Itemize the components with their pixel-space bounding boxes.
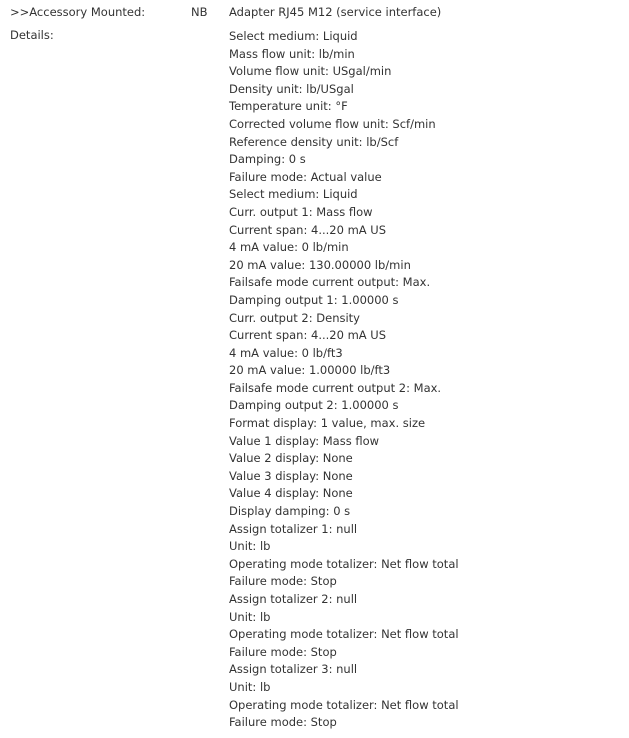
detail-line: Volume flow unit: USgal/min — [229, 64, 392, 79]
detail-line: Curr. output 1: Mass flow — [229, 204, 373, 219]
accessory-value: Adapter RJ45 M12 (service interface) — [229, 5, 442, 19]
detail-line: 4 mA value: 0 lb/min — [229, 240, 349, 255]
accessory-mounted-row — [0, 5, 629, 23]
detail-line: Current span: 4...20 mA US — [229, 222, 387, 237]
detail-line: Damping: 0 s — [229, 152, 306, 167]
accessory-code: NB — [191, 5, 208, 19]
detail-line: Damping output 1: 1.00000 s — [229, 292, 399, 307]
detail-line: Operating mode totalizer: Net flow total — [229, 697, 459, 712]
detail-line: Display damping: 0 s — [229, 504, 351, 519]
detail-line: Value 2 display: None — [229, 451, 353, 466]
details-list — [229, 28, 459, 732]
detail-line: Current span: 4...20 mA US — [229, 328, 387, 343]
detail-line: Assign totalizer 1: null — [229, 521, 358, 536]
detail-line: Value 3 display: None — [229, 468, 353, 483]
detail-line: Operating mode totalizer: Net flow total — [229, 627, 459, 642]
detail-line: 20 mA value: 1.00000 lb/ft3 — [229, 363, 391, 378]
detail-line: Assign totalizer 3: null — [229, 662, 358, 677]
detail-line: Format display: 1 value, max. size — [229, 416, 426, 431]
detail-line: Failure mode: Actual value — [229, 169, 382, 184]
detail-line: Corrected volume flow unit: Scf/min — [229, 116, 436, 131]
accessory-mounted-label: >>Accessory Mounted: — [10, 5, 146, 19]
detail-line: Temperature unit: °F — [229, 99, 348, 114]
detail-line: Value 4 display: None — [229, 486, 353, 501]
detail-line: Value 1 display: Mass flow — [229, 433, 380, 448]
detail-line: 4 mA value: 0 lb/ft3 — [229, 345, 343, 360]
detail-line: Mass flow unit: lb/min — [229, 46, 355, 61]
detail-line: Assign totalizer 2: null — [229, 592, 358, 606]
detail-line: Damping output 2: 1.00000 s — [229, 398, 399, 413]
detail-line: Unit: lb — [229, 679, 271, 694]
detail-line: Select medium: Liquid — [229, 187, 358, 202]
detail-line: 20 mA value: 130.00000 lb/min — [229, 257, 411, 272]
detail-line: Reference density unit: lb/Scf — [229, 134, 399, 149]
detail-line: Curr. output 2: Density — [229, 310, 360, 325]
detail-line: Density unit: lb/USgal — [229, 81, 354, 96]
detail-line: Failure mode: Stop — [229, 644, 337, 659]
detail-line: Operating mode totalizer: Net flow total — [229, 556, 459, 571]
detail-line: Select medium: Liquid — [229, 29, 358, 43]
details-label: Details: — [10, 28, 54, 42]
detail-line: Failsafe mode current output 2: Max. — [229, 380, 442, 395]
detail-line: Failsafe mode current output: Max. — [229, 275, 431, 290]
detail-line: Failure mode: Stop — [229, 715, 337, 730]
detail-line: Unit: lb — [229, 539, 271, 554]
detail-line: Failure mode: Stop — [229, 574, 337, 589]
detail-line: Unit: lb — [229, 609, 271, 624]
